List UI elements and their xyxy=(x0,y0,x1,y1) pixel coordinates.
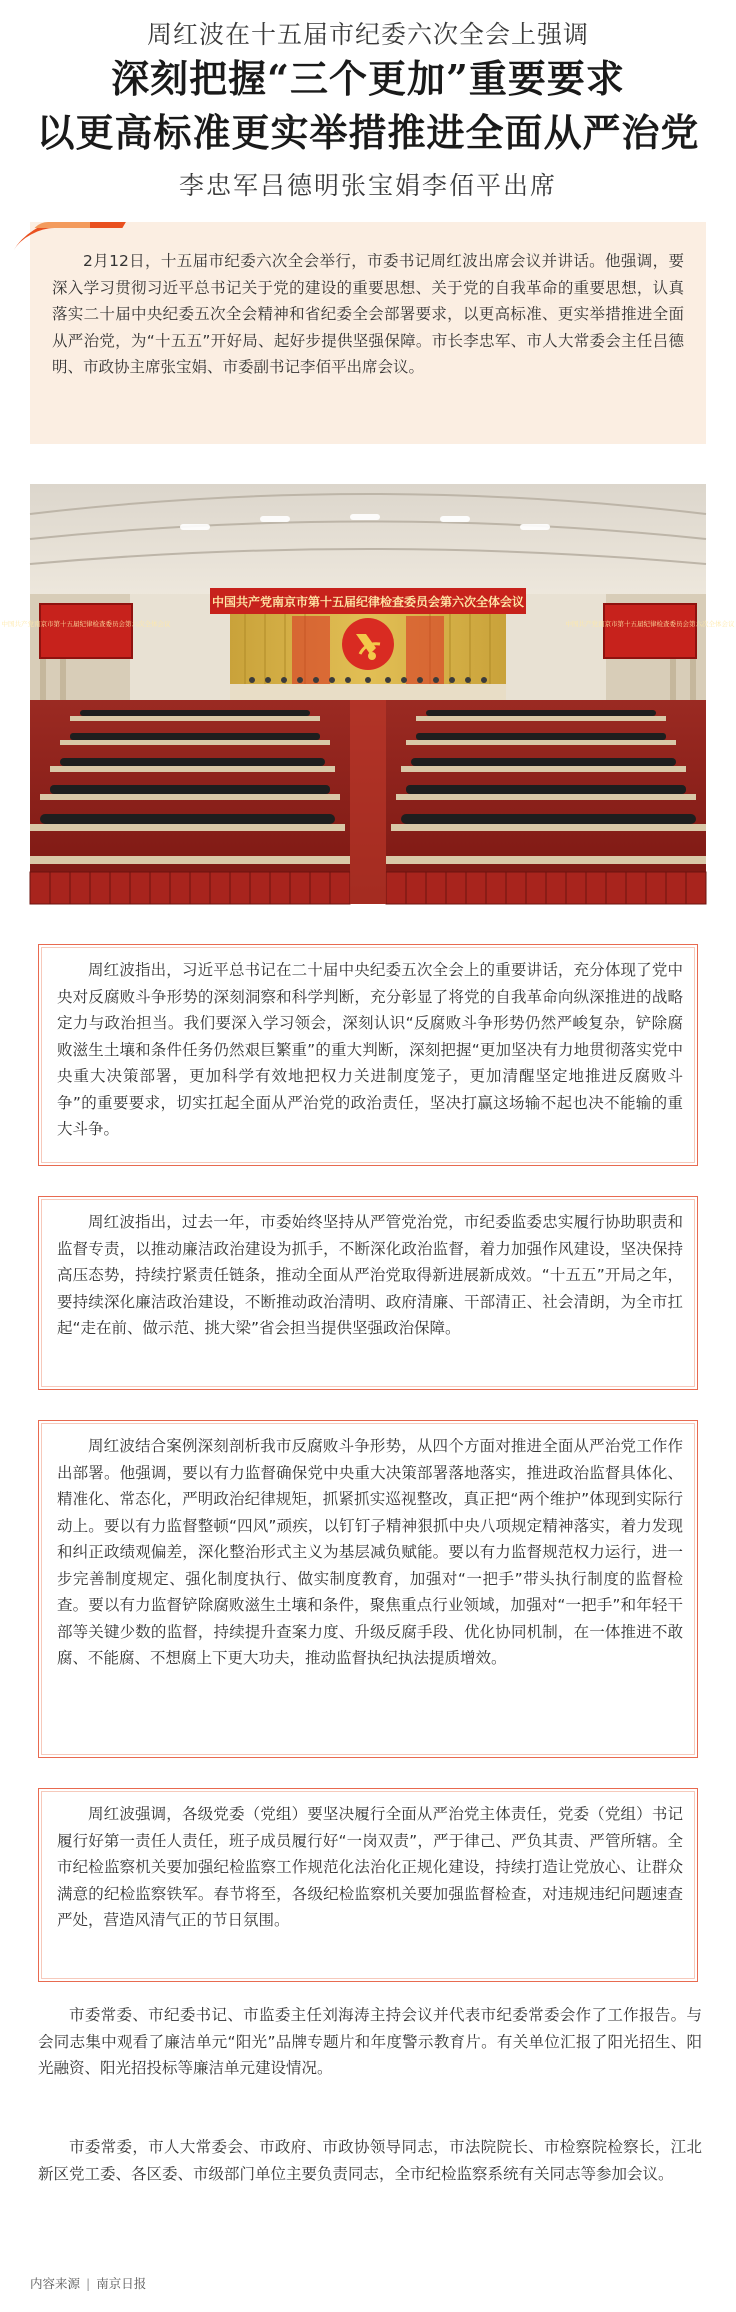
closing-paragraph-1: 市委常委、市纪委书记、市监委主任刘海涛主持会议并代表市纪委常委会作了工作报告。与会同志集中观看了廉洁单元“阳光”品牌专题片和年度警示教育片。有关单位汇报了阳光招生、阳光融资、阳光招投标等廉洁单元建设情况。 xyxy=(38,2006,702,2077)
meeting-photo xyxy=(1,484,735,904)
side-screen-left-text: 中国共产党南京市第十五届纪律检查委员会第六次全体会议 xyxy=(1,620,171,628)
section-paragraph-4: 周红波强调，各级党委（党组）要坚决履行全面从严治党主体责任，党委（党组）书记履行好第一责任人责任，班子成员履行好“一岗双责”，严于律己、严负其责、严管所辖。全市纪检监察机关要加强纪检监察工作规范化法治化正规化建设，持续打造让党放心、让群众满意的纪检监察铁军。春节将至，各级纪检监察机关要加强监督检查，对违规违纪问题速查严处，营造风清气正的节日氛围。 xyxy=(57,1805,683,1929)
meeting-hall-illustration xyxy=(1,484,735,904)
section-box-2 xyxy=(38,1196,698,1390)
main-title-line-2: 以更高标准更实举措推进全面从严治党 xyxy=(36,110,700,155)
section-box-4 xyxy=(38,1788,698,1982)
section-box-3 xyxy=(38,1420,698,1758)
main-title-line-1: 深刻把握“三个更加”重要要求 xyxy=(111,56,625,101)
side-screen-right-text: 中国共产党南京市第十五届纪律检查委员会第六次全体会议 xyxy=(565,620,735,628)
section-paragraph-3: 周红波结合案例深刻剖析我市反腐败斗争形势，从四个方面对推进全面从严治党工作作出部署。他强调，要以有力监督确保党中央重大决策部署落地落实，推进政治监督具体化、精准化、常态化，严明政治纪律规矩，抓紧抓实巡视整改，真正把“两个维护”体现到实际行动上。要以有力监督整顿“四风”顽疾，以钉钉子精神狠抓中央八项规定精神落实，着力发现和纠正政绩观偏差，深化整治形式主义为基层减负赋能。要以有力监督规范权力运行，进一步完善制度规定、强化制度执行、做实制度教育，加强对“一把手”带头执行制度的监督检查。要以有力监督铲除腐败滋生土壤和条件，聚焦重点行业领域，加强对“一把手”和年轻干部等关键少数的监督，持续提升查案力度、升级反腐手段、优化协同机制，在一体推进不敢腐、不能腐、不想腐上下更大功夫，推动监督执纪执法提质增效。 xyxy=(57,1437,683,1667)
source-separator: | xyxy=(86,2276,91,2291)
kicker-headline: 周红波在十五届市纪委六次全会上强调 xyxy=(146,20,589,49)
closing-paragraph-1-wrap xyxy=(38,2002,702,2082)
source-name: 南京日报 xyxy=(96,2276,147,2291)
section-box-1 xyxy=(38,944,698,1166)
attendees-subtitle: 李忠军吕德明张宝娟李佰平出席 xyxy=(178,171,557,200)
intro-box xyxy=(30,222,706,444)
closing-paragraph-2: 市委常委，市人大常委会、市政府、市政协领导同志，市法院院长、市检察院检察长，江北新区党工委、各区委、市级部门单位主要负责同志，全市纪检监察系统有关同志等参加会议。 xyxy=(38,2138,702,2183)
section-paragraph-1: 周红波指出，习近平总书记在二十届中央纪委五次全会上的重要讲话，充分体现了党中央对反腐败斗争形势的深刻洞察和科学判断，充分彰显了将党的自我革命向纵深推进的战略定力与政治担当。我们要深入学习领会，深刻认识“反腐败斗争形势仍然严峻复杂，铲除腐败滋生土壤和条件任务仍然艰巨繁重”的重大判断，深刻把握“更加坚决有力地贯彻落实党中央重大决策部署，更加科学有效地把权力关进制度笼子，更加清醒坚定地推进反腐败斗争”的重要要求，切实扛起全面从严治党的政治责任，坚决打赢这场输不起也决不能输的重大斗争。 xyxy=(57,961,683,1138)
footer-source xyxy=(30,2274,146,2292)
section-paragraph-2: 周红波指出，过去一年，市委始终坚持从严管党治党，市纪委监委忠实履行协助职责和监督专责，以推动廉洁政治建设为抓手，不断深化政治监督，着力加强作风建设，坚决保持高压态势，持续拧紧责任链条，推动全面从严治党取得新进展新成效。“十五五”开局之年，要持续深化廉洁政治建设，不断推动政治清明、政府清廉、干部清正、社会清朗，为全市扛起“走在前、做示范、挑大梁”省会担当提供坚强政治保障。 xyxy=(57,1213,683,1337)
stage-banner-text: 中国共产党南京市第十五届纪律检查委员会第六次全体会议 xyxy=(211,595,525,609)
headline-block xyxy=(0,18,736,206)
intro-paragraph: 2月12日，十五届市纪委六次全会举行，市委书记周红波出席会议并讲话。他强调，要深入学习贯彻习近平总书记关于党的建设的重要思想、关于党的自我革命的重要思想，认真落实二十届中央纪委五次全会精神和省纪委全会部署要求，以更高标准、更实举措推进全面从严治党，为“十五五”开好局、起好步提供坚强保障。市长李忠军、市人大常委会主任吕德明、市政协主席张宝娟、市委副书记李佰平出席会议。 xyxy=(52,252,684,376)
source-label: 内容来源 xyxy=(30,2276,81,2291)
closing-paragraph-2-wrap xyxy=(38,2134,702,2187)
